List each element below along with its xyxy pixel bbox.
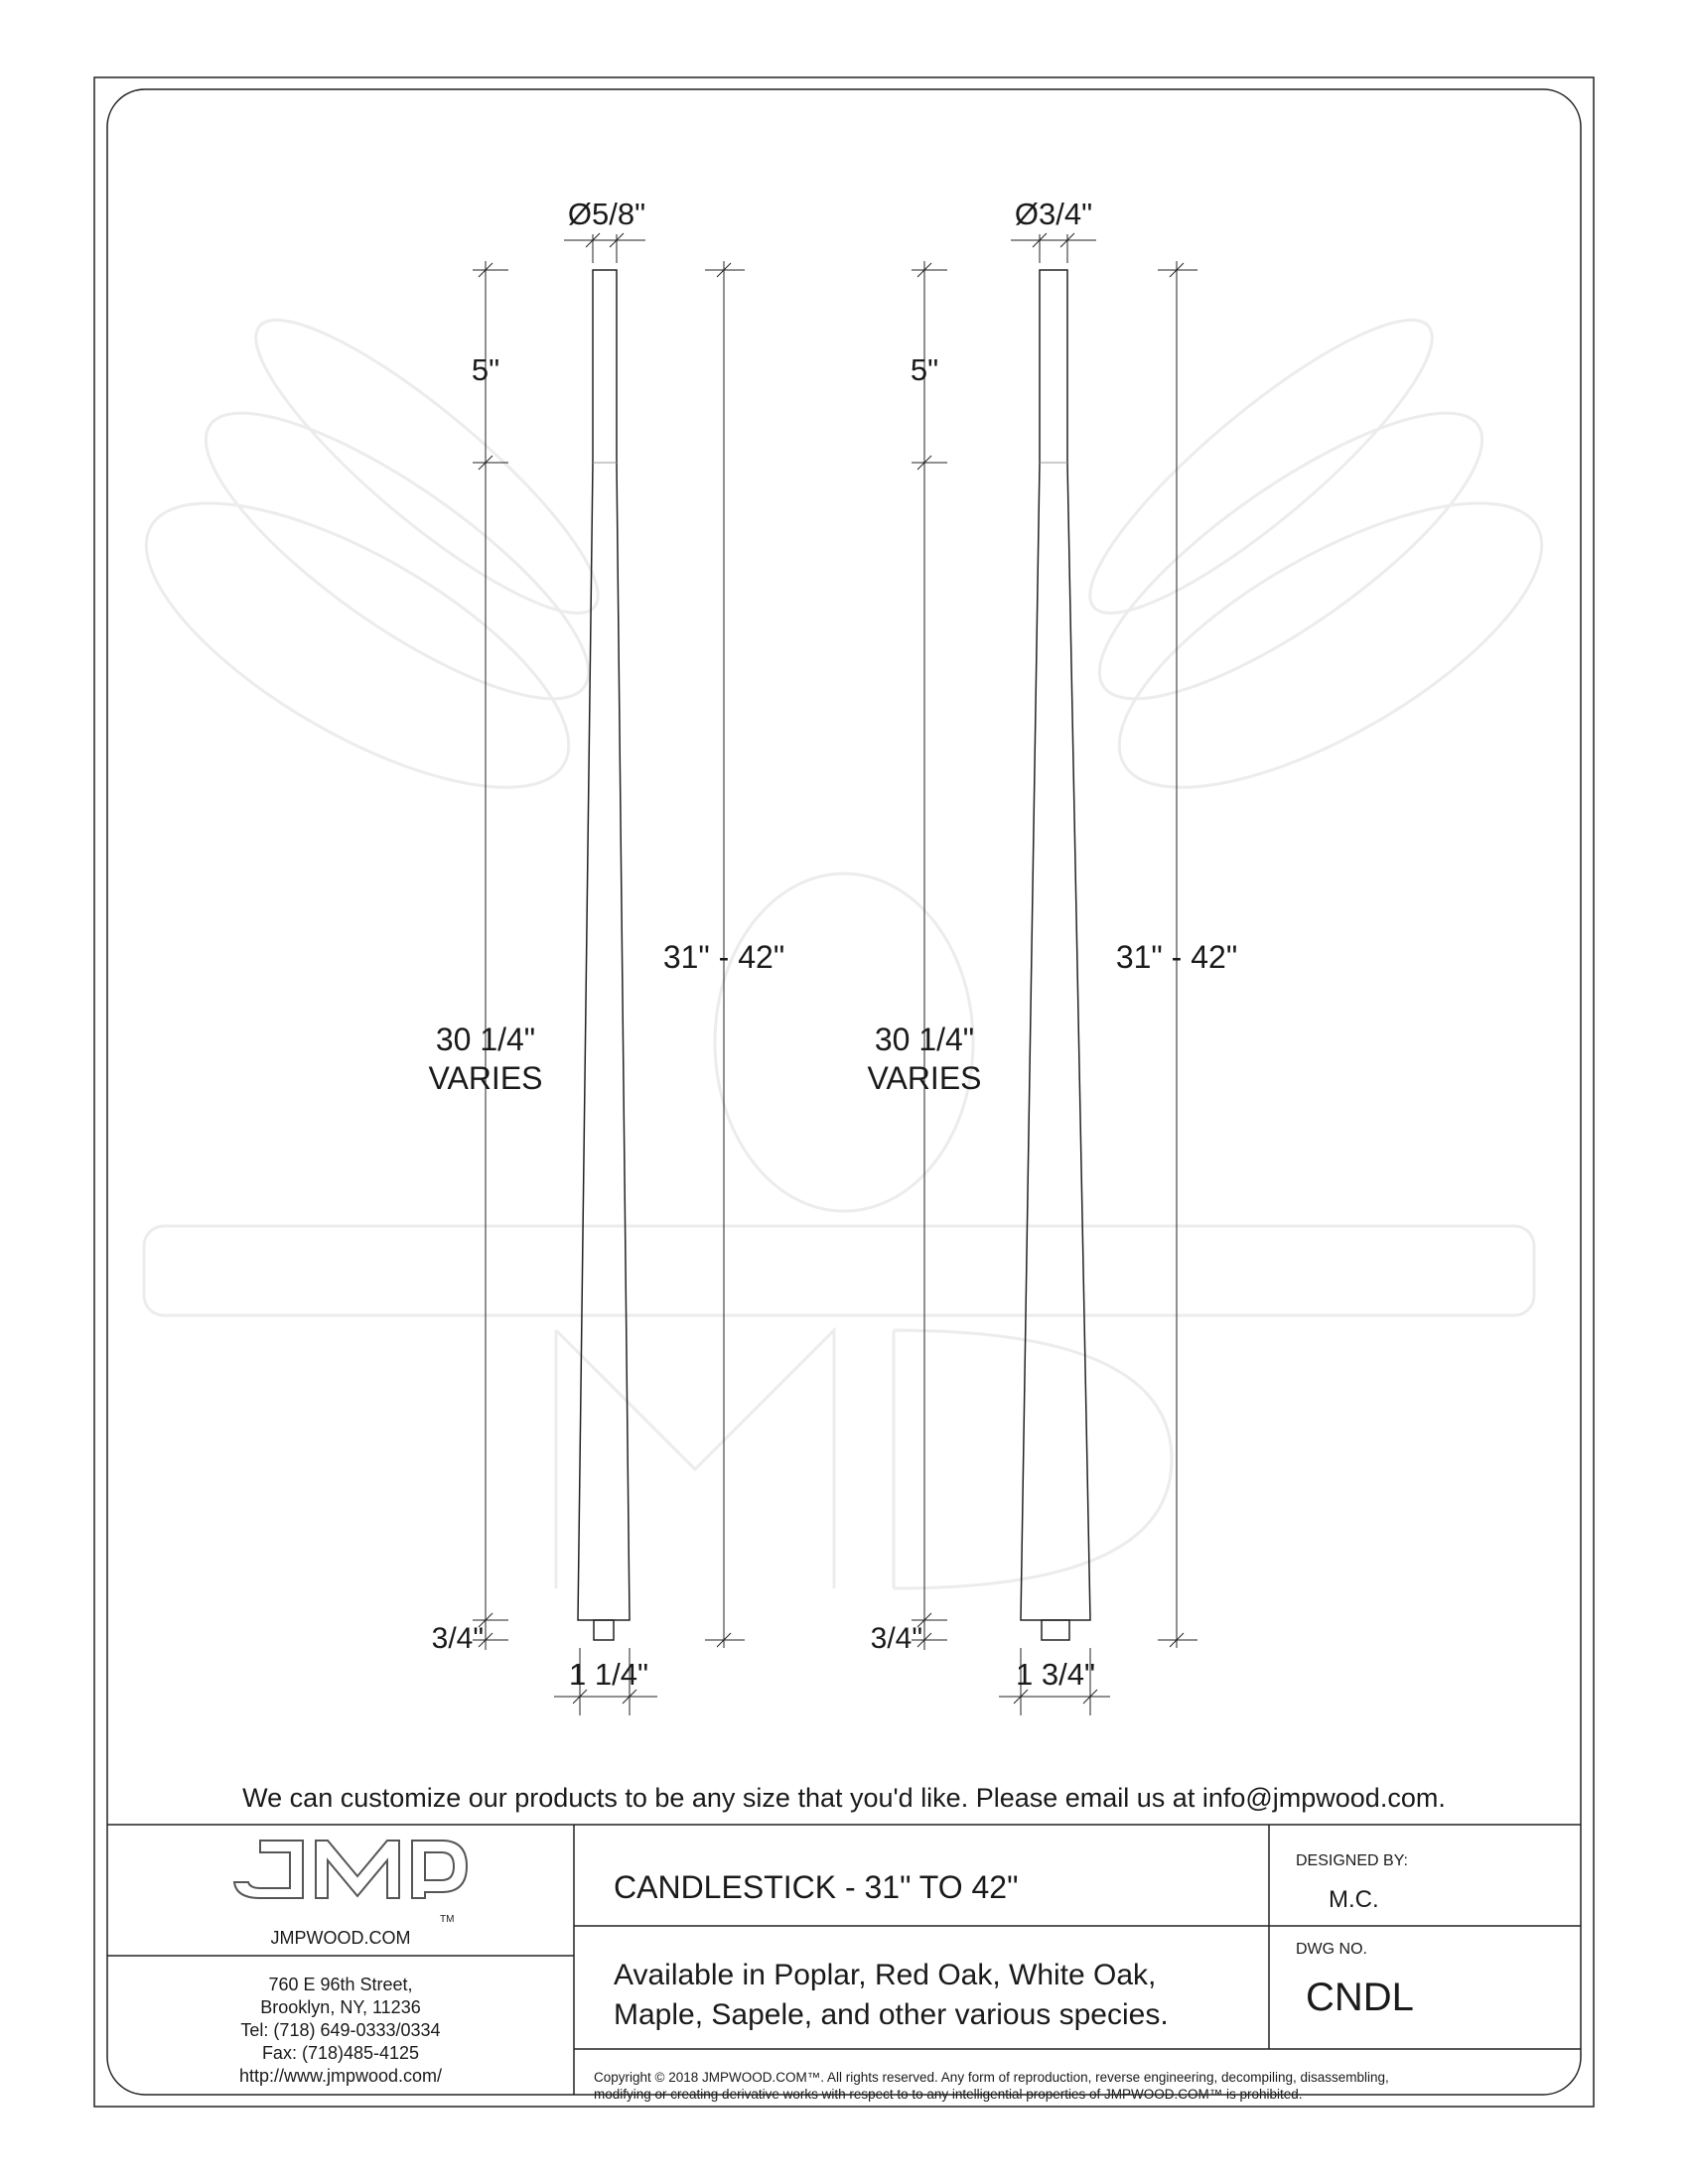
right-top-diameter-label: Ø3/4" — [1014, 197, 1093, 231]
left-tenon-length-label: 3/4" — [431, 1622, 484, 1655]
address-line: 760 E 96th Street, — [268, 1975, 413, 1994]
dwg-no-value: CNDL — [1306, 1976, 1414, 2019]
left-overall-length-label: 31" - 42" — [662, 939, 785, 975]
right-top-length-label: 5" — [910, 352, 939, 387]
materials-line: Maple, Sapele, and other various species. — [614, 1998, 1169, 2031]
right-tenon-diameter-label: 1 3/4" — [1016, 1657, 1095, 1692]
left-tenon-diameter-label: 1 1/4" — [569, 1657, 648, 1692]
copyright-notice — [594, 2069, 1389, 2103]
right-candlestick-profile — [1021, 270, 1090, 1640]
company-address — [107, 1974, 574, 2088]
right-tenon-length-label: 3/4" — [870, 1622, 922, 1655]
designed-by-value: M.C. — [1329, 1886, 1379, 1913]
copyright-line: Copyright © 2018 JMPWOOD.COM™. All rights reserved. Any form of reproduction, reverse engineering, decompiling, disassembling, — [594, 2070, 1389, 2085]
left-top-diameter-label: Ø5/8" — [567, 197, 646, 231]
address-line: Brooklyn, NY, 11236 — [260, 1997, 421, 2017]
materials-line: Available in Poplar, Red Oak, White Oak, — [614, 1959, 1157, 1991]
right-taper-length-label: 30 1/4" — [874, 1022, 975, 1057]
logo-caption: JMPWOOD.COM — [270, 1928, 411, 1948]
materials-note — [614, 1956, 1169, 2035]
watermark-eagle-logo — [106, 284, 1582, 1588]
jmp-logo — [234, 1841, 467, 1898]
website-link[interactable]: http://www.jmpwood.com/ — [238, 2066, 443, 2086]
trademark-mark: TM — [440, 1914, 455, 1925]
dwg-no-label: DWG NO. — [1296, 1941, 1367, 1958]
left-top-length-label: 5" — [471, 352, 500, 387]
left-taper-length-label: 30 1/4" — [435, 1022, 536, 1057]
phone-line: Tel: (718) 649-0333/0334 — [240, 2020, 441, 2040]
fax-line: Fax: (718)485-4125 — [261, 2043, 420, 2063]
left-taper-varies-label: VARIES — [428, 1060, 543, 1096]
logo-wordmark: JMP — [352, 1886, 354, 1887]
copyright-line: modifying or creating derivative works with respect to to any intelligential properties of JMPWOOD.COM™ is prohibited. — [594, 2087, 1303, 2102]
right-overall-length-label: 31" - 42" — [1115, 939, 1238, 975]
drawing-title: CANDLESTICK - 31" TO 42" — [614, 1869, 1019, 1905]
left-candlestick-profile — [578, 270, 630, 1640]
customization-note: We can customize our products to be any size that you'd like. Please email us at info@jmpwood.com. — [242, 1783, 1446, 1813]
right-taper-varies-label: VARIES — [867, 1060, 982, 1096]
designed-by-label: DESIGNED BY: — [1296, 1852, 1408, 1869]
